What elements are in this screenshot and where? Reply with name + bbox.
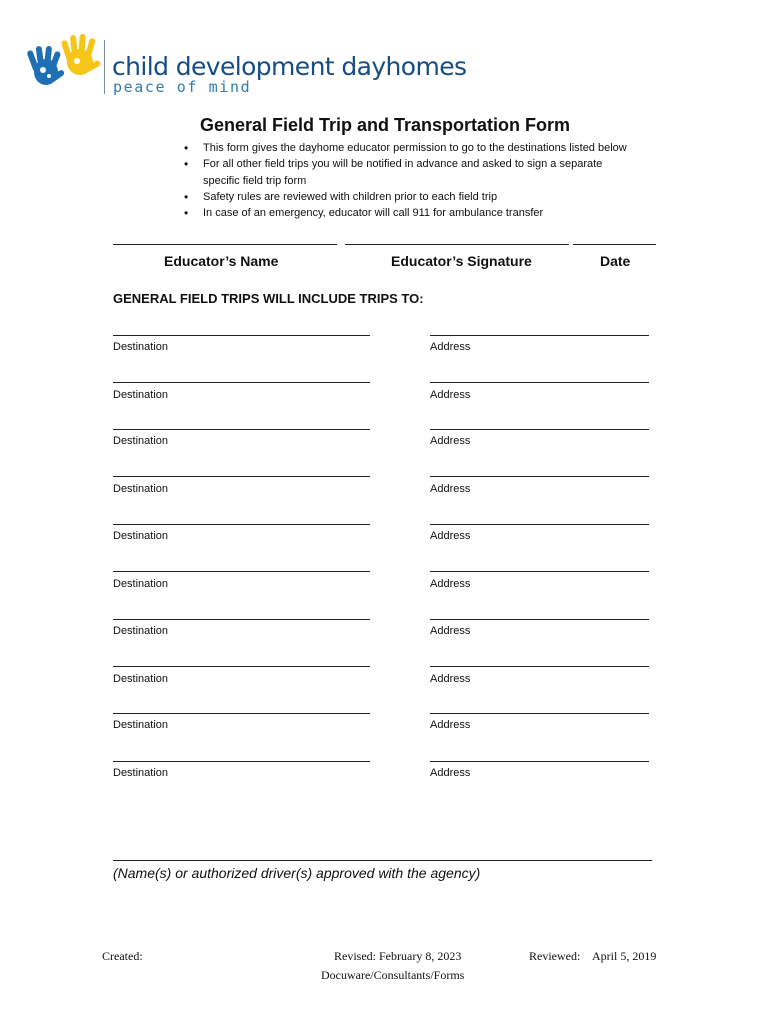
destination-field[interactable] [113,476,370,477]
hands-logo-icon [26,34,102,96]
address-label: Address [430,767,471,779]
address-label: Address [430,530,471,542]
logo-divider [104,40,105,94]
address-field[interactable] [430,713,649,714]
instruction-item: • Safety rules are reviewed with children prior to each field trip [184,189,664,205]
address-label: Address [430,578,471,590]
destination-label: Destination [113,625,169,637]
destination-field[interactable] [113,382,370,383]
destination-label: Destination [113,341,169,353]
address-field[interactable] [430,619,649,620]
address-label: Address [430,389,471,401]
address-label: Address [430,341,471,353]
destination-field[interactable] [113,666,370,667]
instruction-item: • For all other field trips you will be notified in advance and asked to sign a separate specific field trip form [184,156,633,189]
document-path: Docuware/Consultants/Forms [321,968,465,982]
educator-name-field[interactable] [113,244,337,245]
destination-field[interactable] [113,713,370,714]
destination-label: Destination [113,530,169,542]
address-field[interactable] [430,429,649,430]
date-label: Date [600,253,631,269]
brand-tagline: peace of mind [113,78,252,96]
authorized-drivers-caption: (Name(s) or authorized driver(s) approved with the agency) [113,865,481,881]
address-field[interactable] [430,666,649,667]
destination-label: Destination [113,483,169,495]
address-field[interactable] [430,571,649,572]
address-label: Address [430,483,471,495]
instructions-list [184,140,664,221]
address-label: Address [430,719,471,731]
authorized-drivers-field[interactable] [113,860,652,861]
destination-label: Destination [113,719,169,731]
destination-label: Destination [113,389,169,401]
brand-name: child development dayhomes [112,52,467,81]
destination-field[interactable] [113,429,370,430]
company-logo [26,34,467,96]
section-heading: GENERAL FIELD TRIPS WILL INCLUDE TRIPS TO: [113,291,424,306]
destination-field[interactable] [113,335,370,336]
destination-label: Destination [113,767,169,779]
instruction-item: • This form gives the dayhome educator permission to go to the destinations listed below [184,140,664,156]
destination-label: Destination [113,578,169,590]
address-field[interactable] [430,761,649,762]
educator-signature-field[interactable] [345,244,569,245]
educator-signature-label: Educator’s Signature [391,253,532,269]
created-label: Created: [102,949,143,963]
destination-field[interactable] [113,619,370,620]
destination-label: Destination [113,673,169,685]
address-field[interactable] [430,335,649,336]
destination-field[interactable] [113,761,370,762]
address-label: Address [430,435,471,447]
revised-date: Revised: February 8, 2023 [334,949,462,963]
address-field[interactable] [430,476,649,477]
address-field[interactable] [430,524,649,525]
address-field[interactable] [430,382,649,383]
destination-field[interactable] [113,571,370,572]
destination-label: Destination [113,435,169,447]
date-field[interactable] [573,244,656,245]
address-label: Address [430,673,471,685]
destination-field[interactable] [113,524,370,525]
instruction-item: • In case of an emergency, educator will call 911 for ambulance transfer [184,205,664,221]
reviewed-label: Reviewed: [529,949,581,963]
reviewed-date: April 5, 2019 [592,949,657,963]
address-label: Address [430,625,471,637]
form-title: General Field Trip and Transportation Form [199,115,571,135]
educator-name-label: Educator’s Name [164,253,279,269]
